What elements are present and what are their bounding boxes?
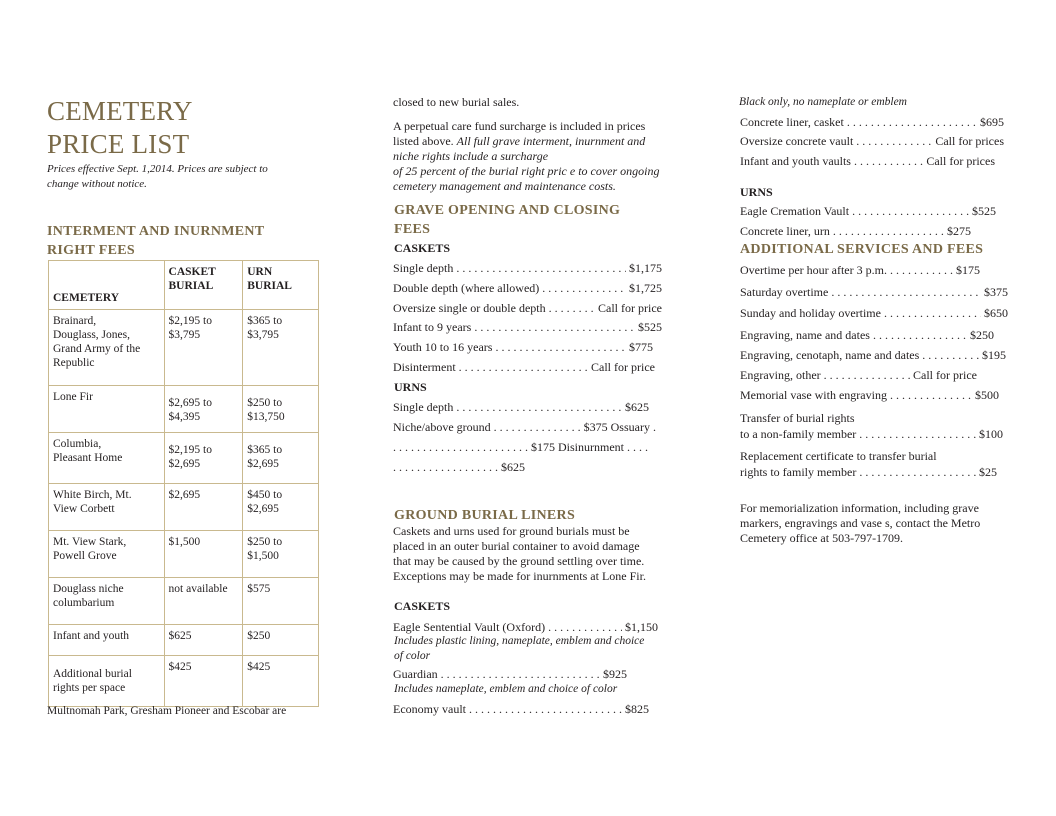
price-row xyxy=(393,320,662,335)
urn-price xyxy=(243,386,319,433)
leader-dots xyxy=(456,261,626,276)
leader-dots xyxy=(474,320,635,335)
cemetery-name-line: Grand Army of the xyxy=(53,343,141,355)
leader-dots xyxy=(833,224,944,239)
price-row xyxy=(393,340,653,355)
leader-dots xyxy=(856,134,932,149)
price-value: $275 xyxy=(947,224,971,238)
perpetual-line xyxy=(393,134,663,149)
liners-line: that may be caused by the ground settling over time. xyxy=(393,554,645,568)
header-urn-line-1: URN xyxy=(247,266,273,278)
interment-fees-table xyxy=(48,260,319,707)
casket-price xyxy=(164,484,243,531)
leader-dots xyxy=(824,368,910,383)
leader-dots xyxy=(852,204,969,219)
casket-price xyxy=(164,386,243,433)
urn-price xyxy=(243,531,319,578)
additional-services-heading: ADDITIONAL SERVICES AND FEES xyxy=(740,242,984,257)
price-row xyxy=(393,400,649,415)
leader-dots xyxy=(831,285,981,300)
leader-dots xyxy=(884,306,981,321)
effective-note-line-1: Prices effective Sept. 1,2014. Prices are subject to xyxy=(47,163,268,175)
price-value: $525 xyxy=(972,204,996,218)
price-value: $525 xyxy=(638,320,662,334)
price-value: $825 xyxy=(625,702,649,716)
price-row xyxy=(393,301,662,316)
price-label: Engraving, name and dates xyxy=(740,328,870,342)
cemetery-name-line: Mt. View Stark, xyxy=(53,536,127,548)
price-value: Call for price xyxy=(913,368,977,382)
urn-price-line: $365 to xyxy=(247,315,283,327)
casket-price-line: $425 xyxy=(168,661,192,673)
header-cemetery: CEMETERY xyxy=(49,261,165,310)
price-row xyxy=(740,154,995,169)
price-label: to a non-family member xyxy=(740,427,857,441)
urn-price xyxy=(243,656,319,707)
contact-line: For memorialization information, including grave xyxy=(740,501,979,515)
urn-price-line: $450 to xyxy=(247,489,283,501)
header-casket-line-2: BURIAL xyxy=(168,280,214,292)
casket-price-line: $1,500 xyxy=(168,536,201,548)
urn-price xyxy=(243,484,319,531)
black-only-note: Black only, no nameplate or emblem xyxy=(739,96,907,108)
table-row xyxy=(49,484,319,531)
price-label: Infant and youth vaults xyxy=(740,154,851,168)
price-value: $1,175 xyxy=(629,261,662,275)
price-label: Oversize single or double depth xyxy=(393,301,546,315)
eagle-note xyxy=(394,634,644,664)
price-row xyxy=(740,465,997,480)
price-row xyxy=(393,360,655,375)
page-title xyxy=(47,95,193,161)
price-label: rights to family member xyxy=(740,465,857,479)
price-value: Call for price xyxy=(598,301,662,315)
niche-line: . . . . . . . . . . . . . . . . . . . . . . . $175 Disinurnment . . . . xyxy=(393,440,648,454)
urn-price-line: $13,750 xyxy=(247,411,285,423)
price-row xyxy=(740,224,971,239)
header-urn-line-2: BURIAL xyxy=(247,280,292,292)
effective-note-line-2: change without notice. xyxy=(47,178,147,190)
table-row xyxy=(49,625,319,656)
leader-dots xyxy=(459,360,588,375)
closed-cemeteries-note: Multnomah Park, Gresham Pioneer and Escobar are xyxy=(47,705,287,717)
eagle-note-line: of color xyxy=(394,650,431,662)
leader-dots xyxy=(859,427,976,442)
liners-paragraph xyxy=(393,524,663,584)
price-label: Infant to 9 years xyxy=(393,320,472,334)
price-row xyxy=(393,667,627,682)
urn-price-line: $575 xyxy=(247,583,271,595)
niche-line: . . . . . . . . . . . . . . . . . . $625 xyxy=(393,460,525,474)
price-value: $500 xyxy=(975,388,999,402)
guardian-note: Includes nameplate, emblem and choice of color xyxy=(394,683,618,695)
cemetery-name xyxy=(49,386,165,433)
price-value: Call for prices xyxy=(935,134,1004,148)
leader-dots xyxy=(890,263,953,278)
price-label: Single depth xyxy=(393,261,454,275)
price-row xyxy=(740,115,1004,130)
price-row xyxy=(740,388,999,403)
perpetual-line: cemetery management and maintenance costs. xyxy=(393,179,616,193)
table-row xyxy=(49,656,319,707)
liners-line: Exceptions may be made for inurnments at Lone Fir. xyxy=(393,569,646,583)
price-label: Youth 10 to 16 years xyxy=(393,340,493,354)
title-line-2: PRICE LIST xyxy=(47,129,190,159)
price-row xyxy=(740,204,996,219)
price-value: $695 xyxy=(980,115,1004,129)
price-value: $250 xyxy=(970,328,994,342)
price-label: Guardian xyxy=(393,667,438,681)
cemetery-name-line: View Corbett xyxy=(53,503,115,515)
cemetery-name xyxy=(49,625,165,656)
cemetery-name-line: Pleasant Home xyxy=(53,452,123,464)
price-row xyxy=(393,281,662,296)
price-row xyxy=(740,328,994,343)
cemetery-name-line: Additional burial xyxy=(53,668,132,680)
header-casket-burial xyxy=(164,261,243,310)
price-label: Oversize concrete vault xyxy=(740,134,854,148)
price-label: Economy vault xyxy=(393,702,466,716)
price-value: $25 xyxy=(979,465,997,479)
price-row xyxy=(393,261,662,276)
urn-price-line: $425 xyxy=(247,661,271,673)
cemetery-name xyxy=(49,310,165,386)
cemetery-name-line: columbarium xyxy=(53,597,115,609)
cemetery-name-line: Douglass, Jones, xyxy=(53,329,130,341)
price-label: Eagle Cremation Vault xyxy=(740,204,850,218)
leader-dots xyxy=(859,465,976,480)
leader-dots xyxy=(548,620,622,635)
cemetery-name-line: Infant and youth xyxy=(53,630,130,642)
replacement-line: Replacement certificate to transfer burial xyxy=(740,449,937,463)
price-row xyxy=(740,285,1008,300)
urn-price-line: $250 xyxy=(247,630,271,642)
liners-caskets-label: CASKETS xyxy=(394,599,451,613)
price-value: $650 xyxy=(984,306,1008,320)
cemetery-name xyxy=(49,656,165,707)
urn-price xyxy=(243,625,319,656)
urn-price-line: $1,500 xyxy=(247,550,279,562)
table-row xyxy=(49,433,319,484)
urn-price xyxy=(243,310,319,386)
urn-price-line: $365 to xyxy=(247,444,283,456)
urn-price-line: $250 to xyxy=(247,536,283,548)
urn-price xyxy=(243,578,319,625)
casket-price-line: $2,195 to xyxy=(168,444,212,456)
cemetery-name-line: Douglass niche xyxy=(53,583,124,595)
grave-heading-line-2: FEES xyxy=(394,222,431,237)
contact-line: Cemetery office at 503-797-1709. xyxy=(740,531,904,545)
eagle-note-line: Includes plastic lining, nameplate, emblem and choice xyxy=(394,635,645,647)
price-row xyxy=(740,348,1006,363)
price-row xyxy=(393,620,658,635)
price-row xyxy=(393,702,649,717)
urns-label: URNS xyxy=(394,380,427,394)
table-row xyxy=(49,578,319,625)
interment-fees-heading xyxy=(47,222,264,260)
price-label: Saturday overtime xyxy=(740,285,829,299)
casket-price xyxy=(164,531,243,578)
price-value: $775 xyxy=(629,340,653,354)
closed-text: closed to new burial sales. xyxy=(393,95,520,109)
price-row xyxy=(740,368,977,383)
liners-line: Caskets and urns used for ground burials must be xyxy=(393,524,630,538)
casket-price-line: $2,695 to xyxy=(168,397,212,409)
casket-price-line: $2,695 xyxy=(168,458,201,470)
price-label: Concrete liner, urn xyxy=(740,224,830,238)
contact-paragraph xyxy=(740,501,1010,546)
grave-heading-line-1: GRAVE OPENING AND CLOSING xyxy=(394,203,621,218)
leader-dots xyxy=(495,340,626,355)
interment-heading-line-1: INTERMENT AND INURNMENT xyxy=(47,224,265,239)
header-urn-burial xyxy=(243,261,319,310)
casket-price xyxy=(164,433,243,484)
price-value: $195 xyxy=(982,348,1006,362)
casket-price xyxy=(164,625,243,656)
price-value: Call for prices xyxy=(926,154,995,168)
price-row xyxy=(740,427,1003,442)
table-row xyxy=(49,531,319,578)
leader-dots xyxy=(456,400,622,415)
price-value: Call for price xyxy=(591,360,655,374)
perpetual-line: A perpetual care fund surcharge is included in prices xyxy=(393,119,646,133)
price-value: $100 xyxy=(979,427,1003,441)
leader-dots xyxy=(890,388,972,403)
cemetery-name-line: Powell Grove xyxy=(53,550,117,562)
price-label: Engraving, other xyxy=(740,368,821,382)
cemetery-name-line: White Birch, Mt. xyxy=(53,489,132,501)
leader-dots xyxy=(873,328,967,343)
casket-price-line: $4,395 xyxy=(168,411,201,423)
cemetery-name-line: Republic xyxy=(53,357,95,369)
casket-price-line: $625 xyxy=(168,630,192,642)
casket-price xyxy=(164,578,243,625)
casket-price-line: $3,795 xyxy=(168,329,201,341)
cemetery-name-line: Brainard, xyxy=(53,315,97,327)
price-value: $1,150 xyxy=(625,620,658,634)
price-label: Sunday and holiday overtime xyxy=(740,306,881,320)
price-label: Concrete liner, casket xyxy=(740,115,844,129)
price-value: $925 xyxy=(603,667,627,681)
contact-line: markers, engravings and vase s, contact the Metro xyxy=(740,516,981,530)
price-value: $625 xyxy=(625,400,649,414)
urn-price-line: $3,795 xyxy=(247,329,279,341)
effective-note xyxy=(47,162,268,192)
price-label: Disinterment xyxy=(393,360,456,374)
perpetual-plain: listed above. xyxy=(393,134,457,148)
urn-price-line: $2,695 xyxy=(247,458,279,470)
price-label: Memorial vase with engraving xyxy=(740,388,887,402)
leader-dots xyxy=(441,667,600,682)
cemetery-name-line: rights per space xyxy=(53,682,126,694)
interment-heading-line-2: RIGHT FEES xyxy=(47,243,135,258)
table-row xyxy=(49,386,319,433)
urn-price xyxy=(243,433,319,484)
price-label: Overtime per hour after 3 p.m. xyxy=(740,263,887,277)
leader-dots xyxy=(542,281,626,296)
leader-dots xyxy=(847,115,977,130)
cemetery-name-line: Columbia, xyxy=(53,438,102,450)
urn-price-line: $250 to xyxy=(247,397,283,409)
price-label: Double depth (where allowed) xyxy=(393,281,540,295)
casket-price xyxy=(164,656,243,707)
cemetery-name xyxy=(49,578,165,625)
caskets-label: CASKETS xyxy=(394,241,451,255)
cemetery-name xyxy=(49,531,165,578)
leader-dots xyxy=(469,702,622,717)
price-row xyxy=(740,263,980,278)
perpetual-line: niche rights include a surcharge xyxy=(393,149,549,163)
leader-dots xyxy=(854,154,923,169)
niche-line: Niche/above ground . . . . . . . . . . . . . . . $375 Ossuary . xyxy=(393,420,656,434)
price-value: $375 xyxy=(984,285,1008,299)
perpetual-care-paragraph xyxy=(393,119,663,194)
casket-price-line: not available xyxy=(168,583,228,595)
perpetual-italic: All full grave interment, inurnment and xyxy=(456,134,646,148)
table-row xyxy=(49,310,319,386)
cemetery-name xyxy=(49,484,165,531)
price-label: Single depth xyxy=(393,400,454,414)
casket-price xyxy=(164,310,243,386)
price-value: $1,725 xyxy=(629,281,662,295)
perpetual-line: of 25 percent of the burial right pric e to cover ongoing xyxy=(393,164,660,178)
liners-line: placed in an outer burial container to avoid damage xyxy=(393,539,640,553)
price-value: $175 xyxy=(956,263,980,277)
price-row xyxy=(740,306,1008,321)
price-label: Eagle Sentential Vault (Oxford) xyxy=(393,620,546,634)
price-label: Engraving, cenotaph, name and dates xyxy=(740,348,920,362)
ground-liners-heading: GROUND BURIAL LINERS xyxy=(394,508,576,523)
title-line-1: CEMETERY xyxy=(47,96,193,126)
transfer-line: Transfer of burial rights xyxy=(740,411,855,425)
price-row xyxy=(740,134,1004,149)
cemetery-name xyxy=(49,433,165,484)
leader-dots xyxy=(922,348,979,363)
casket-price-line: $2,695 xyxy=(168,489,201,501)
grave-opening-heading xyxy=(394,201,620,239)
casket-price-line: $2,195 to xyxy=(168,315,212,327)
leader-dots xyxy=(549,301,595,316)
col3-urns-label: URNS xyxy=(740,185,773,199)
urn-price-line: $2,695 xyxy=(247,503,279,515)
header-casket-line-1: CASKET xyxy=(168,266,216,278)
table-header-row xyxy=(49,261,319,310)
cemetery-name-line: Lone Fir xyxy=(53,391,93,403)
